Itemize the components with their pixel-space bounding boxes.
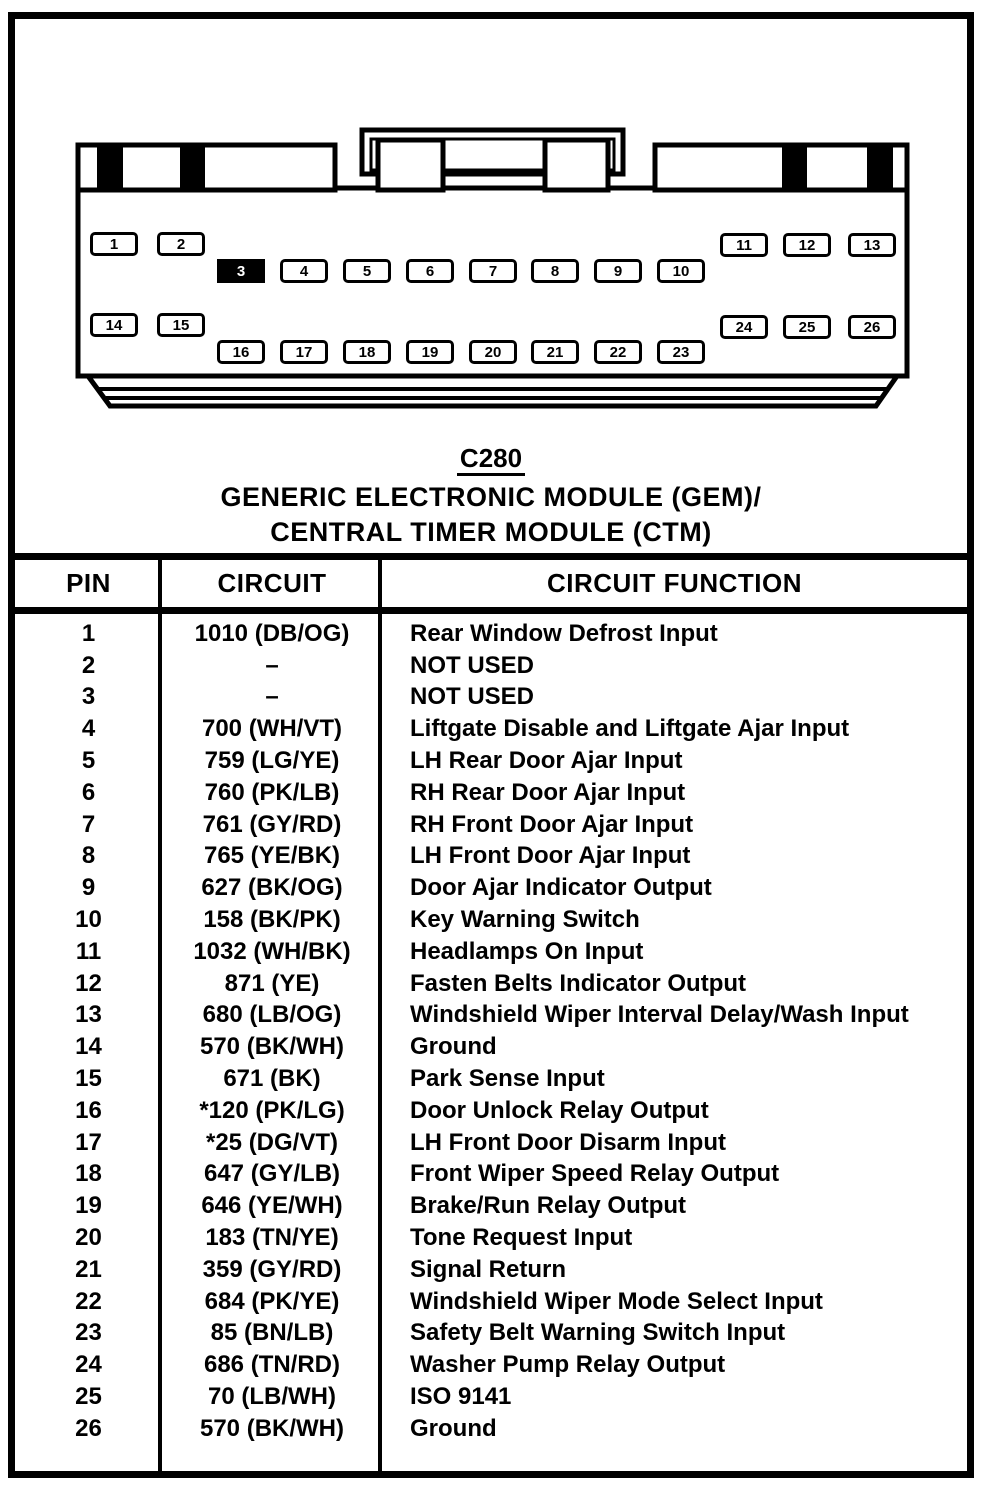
column-divider-1: [158, 560, 162, 1478]
pin-box-18: 18: [343, 340, 391, 364]
pin-box-25: 25: [783, 315, 831, 339]
circuit-function-cell: Ground: [410, 1414, 497, 1442]
right-band-stripe-1: [782, 146, 807, 189]
pin-box-11: 11: [720, 233, 768, 257]
pin-box-26: 26: [848, 315, 896, 339]
pin-box-2: 2: [157, 232, 205, 256]
connector-id-label: C280: [457, 443, 525, 476]
circuit-function-cell: Rear Window Defrost Input: [410, 619, 718, 647]
circuit-cell: 680 (LB/OG): [202, 1001, 342, 1029]
circuit-function-cell: Key Warning Switch: [410, 906, 640, 934]
module-title-line1: GENERIC ELECTRONIC MODULE (GEM)/: [220, 482, 762, 512]
circuit-function-cell: ISO 9141: [410, 1383, 512, 1411]
circuit-cell: 627 (BK/OG): [201, 874, 343, 902]
pin-box-19: 19: [406, 340, 454, 364]
circuit-cell: 684 (PK/YE): [204, 1287, 340, 1315]
pin-box-6: 6: [406, 259, 454, 283]
circuit-function-cell: Brake/Run Relay Output: [410, 1192, 687, 1220]
circuit-cell: 671 (BK): [223, 1065, 321, 1093]
circuit-function-cell: LH Front Door Ajar Input: [410, 842, 691, 870]
pin-box-1: 1: [90, 232, 138, 256]
pin-box-15: 15: [157, 313, 205, 337]
left-band-stripe-1: [97, 146, 123, 189]
circuit-function-cell: Windshield Wiper Interval Delay/Wash Input: [410, 1001, 909, 1029]
circuit-cell: 85 (BN/LB): [210, 1319, 334, 1347]
circuit-function-cell: Washer Pump Relay Output: [410, 1351, 726, 1379]
right-band-stripe-2: [867, 146, 893, 189]
pin-cell: 2: [81, 651, 96, 679]
title-block: [0, 443, 982, 550]
pin-cell: 23: [75, 1319, 102, 1347]
circuit-function-cell: LH Front Door Disarm Input: [410, 1128, 726, 1156]
circuit-cell: 765 (YE/BK): [203, 842, 341, 870]
pin-box-20: 20: [469, 340, 517, 364]
pin-cell: 26: [75, 1414, 102, 1442]
circuit-function-cell: Park Sense Input: [410, 1065, 605, 1093]
pin-cell: 1: [81, 619, 96, 647]
pin-cell: 22: [75, 1287, 102, 1315]
connector-diagram: [0, 0, 982, 440]
pin-box-9: 9: [594, 259, 642, 283]
pin-cell: 15: [75, 1065, 102, 1093]
circuit-cell: 570 (BK/WH): [199, 1033, 344, 1061]
circuit-function-cell: Fasten Belts Indicator Output: [410, 969, 747, 997]
pin-cell: 4: [81, 715, 96, 743]
pin-box-22: 22: [594, 340, 642, 364]
circuit-function-cell: Tone Request Input: [410, 1224, 633, 1252]
circuit-function-cell: NOT USED: [410, 651, 535, 679]
circuit-function-cell: Door Ajar Indicator Output: [410, 874, 712, 902]
pin-cell: 9: [81, 874, 96, 902]
pin-box-17: 17: [280, 340, 328, 364]
pin-cell: 25: [75, 1383, 102, 1411]
circuit-cell: 183 (TN/YE): [205, 1224, 339, 1252]
circuit-cell: *120 (PK/LG): [199, 1096, 345, 1124]
header-circuit-function: CIRCUIT FUNCTION: [547, 568, 802, 598]
pin-cell: 20: [75, 1224, 102, 1252]
pin-cell: 14: [75, 1033, 102, 1061]
circuit-cell: 760 (PK/LB): [204, 778, 340, 806]
pin-box-4: 4: [280, 259, 328, 283]
pin-cell: 8: [81, 842, 96, 870]
pin-cell: 7: [81, 810, 96, 838]
connector-outline-drawing: [0, 0, 982, 440]
pin-box-8: 8: [531, 259, 579, 283]
module-title-line2: CENTRAL TIMER MODULE (CTM): [270, 517, 712, 547]
pin-cell: 10: [75, 906, 102, 934]
circuit-cell: 570 (BK/WH): [199, 1414, 344, 1442]
circuit-cell: 686 (TN/RD): [203, 1351, 341, 1379]
circuit-function-cell: RH Front Door Ajar Input: [410, 810, 694, 838]
left-band-stripe-2: [180, 146, 205, 189]
pin-box-23: 23: [657, 340, 705, 364]
pin-cell: 13: [75, 1001, 102, 1029]
circuit-function-cell: Headlamps On Input: [410, 937, 644, 965]
pin-box-13: 13: [848, 233, 896, 257]
circuit-cell: 1032 (WH/BK): [193, 937, 351, 965]
circuit-function-cell: RH Rear Door Ajar Input: [410, 778, 686, 806]
pin-box-21: 21: [531, 340, 579, 364]
pin-cell: 11: [75, 937, 102, 965]
pin-cell: 21: [75, 1255, 102, 1283]
circuit-function-cell: LH Rear Door Ajar Input: [410, 747, 683, 775]
circuit-function-cell: Door Unlock Relay Output: [410, 1096, 709, 1124]
circuit-function-cell: Windshield Wiper Mode Select Input: [410, 1287, 823, 1315]
pin-cell: 17: [75, 1128, 102, 1156]
keying-slot-left: [378, 140, 443, 190]
pin-box-5: 5: [343, 259, 391, 283]
circuit-function-cell: NOT USED: [410, 683, 535, 711]
circuit-cell: 70 (LB/WH): [208, 1383, 336, 1411]
keying-slot-right: [545, 140, 608, 190]
circuit-function-cell: Signal Return: [410, 1255, 567, 1283]
pin-box-16: 16: [217, 340, 265, 364]
circuit-function-cell: Liftgate Disable and Liftgate Ajar Input: [410, 715, 850, 743]
column-divider-2: [378, 560, 382, 1478]
pin-cell: 6: [81, 778, 96, 806]
pin-box-3: 3: [217, 259, 265, 283]
circuit-function-cell: Front Wiper Speed Relay Output: [410, 1160, 780, 1188]
circuit-cell: 646 (YE/WH): [201, 1192, 343, 1220]
pin-box-14: 14: [90, 313, 138, 337]
pin-cell: 12: [75, 969, 102, 997]
header-pin: PIN: [66, 568, 111, 598]
pin-cell: 18: [75, 1160, 102, 1188]
circuit-cell: 759 (LG/YE): [204, 747, 340, 775]
circuit-cell: 1010 (DB/OG): [194, 619, 350, 647]
circuit-cell: –: [265, 683, 279, 711]
circuit-cell: –: [265, 651, 279, 679]
pin-box-12: 12: [783, 233, 831, 257]
circuit-cell: *25 (DG/VT): [205, 1128, 339, 1156]
circuit-function-cell: Safety Belt Warning Switch Input: [410, 1319, 786, 1347]
circuit-cell: 871 (YE): [224, 969, 320, 997]
pin-box-10: 10: [657, 259, 705, 283]
pin-cell: 3: [81, 683, 96, 711]
pinout-table: [15, 553, 967, 1478]
circuit-cell: 359 (GY/RD): [202, 1255, 342, 1283]
header-circuit: CIRCUIT: [217, 568, 327, 598]
circuit-function-cell: Ground: [410, 1033, 497, 1061]
circuit-cell: 761 (GY/RD): [202, 810, 342, 838]
circuit-cell: 158 (BK/PK): [203, 906, 341, 934]
pin-cell: 16: [75, 1096, 102, 1124]
pin-cell: 19: [75, 1192, 102, 1220]
pin-cell: 24: [75, 1351, 102, 1379]
circuit-cell: 647 (GY/LB): [203, 1160, 341, 1188]
pin-cell: 5: [81, 747, 96, 775]
pin-box-7: 7: [469, 259, 517, 283]
circuit-cell: 700 (WH/VT): [201, 715, 342, 743]
pin-box-24: 24: [720, 315, 768, 339]
